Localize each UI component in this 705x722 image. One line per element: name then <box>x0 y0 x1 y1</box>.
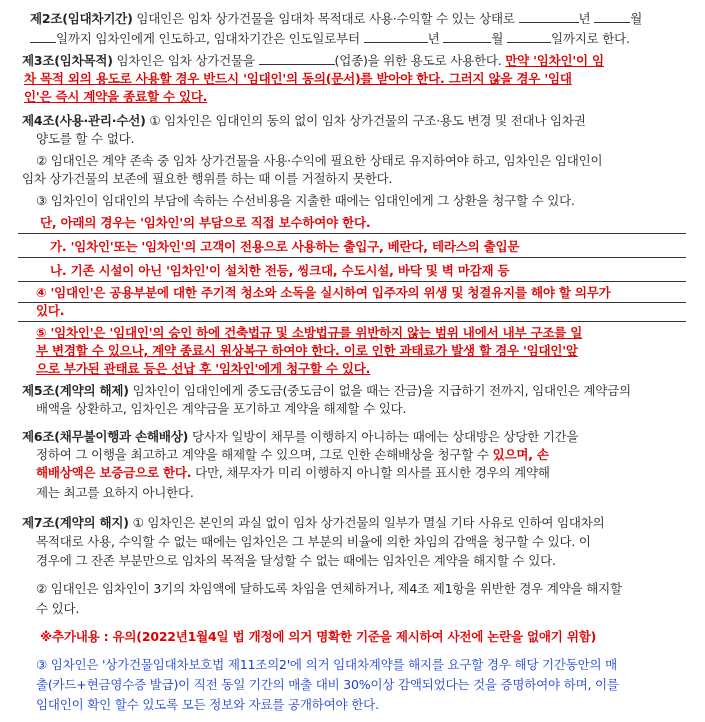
blank-end-day[interactable] <box>507 30 551 43</box>
article-5-line-1: 제5조(계약의 해제) 임차인이 임대인에게 중도금(중도금이 없을 때는 잔금)을 지급하기 전까지, 임대인은 계약금의 <box>22 383 631 398</box>
article-4-p2-line-2: 임차 상가건물의 보존에 필요한 행위를 하는 때 이를 거절하지 못한다. <box>22 171 393 186</box>
divider <box>18 233 686 234</box>
blank-day[interactable] <box>30 30 56 43</box>
article-6-title: 제6조(채무불이행과 손해배상) <box>22 429 189 444</box>
article-4-p3-item-na: 나. 기존 시설이 아닌 '임차인'이 설치한 전등, 씽크대, 수도시설, 바닥 및 벽 마감재 등 <box>50 263 510 278</box>
article-7-title: 제7조(계약의 해지) <box>22 515 129 530</box>
article-4-line-1: 제4조(사용·관리·수선) ① 임차인은 임대인의 동의 없이 임차 상가건물의 구조·용도 변경 및 전대나 임차권 <box>22 113 586 128</box>
article-7-p2-line-2: 수 있다. <box>36 601 80 616</box>
article-7-line-1: 제7조(계약의 해지) ① 임차인은 본인의 과실 없이 임차 상가건물의 일부가 멸실 기타 사유로 인하여 임대차의 <box>22 515 605 530</box>
article-7-p1-line-2: 목적대로 사용, 수익할 수 없는 때에는 임차인은 그 부분의 비율에 의한 차임의 감액을 청구할 수 있다. 이 <box>36 534 591 549</box>
article-2-title: 제2조(임대차기간) <box>30 11 133 26</box>
article-3-title: 제3조(임차목적) <box>22 53 113 68</box>
article-4-title: 제4조(사용·관리·수선) <box>22 113 146 128</box>
blank-business-type[interactable] <box>259 52 335 65</box>
article-7-p3-line-2: 출(카드+현금영수증 발급)이 직전 동일 기간의 매출 대비 30%이상 감액되었다는 것을 증명하여야 하며, 이를 <box>36 677 619 692</box>
article-7-p3-line-3: 임대인이 확인 할수 있도록 모든 정보와 자료를 공개하여야 한다. <box>36 697 379 712</box>
divider <box>18 321 686 322</box>
article-5-title: 제5조(계약의 해제) <box>22 383 129 398</box>
article-7-p1-line-3: 경우에 그 잔존 부분만으로 임차의 목적을 달성할 수 없는 때에는 임차인은 계약을 해지할 수 있다. <box>36 553 556 568</box>
article-4-p2-line-1: ② 임대인은 계약 존속 중 임차 상가건물을 사용·수익에 필요한 상태로 유지하여야 하고, 임차인은 임대인이 <box>36 153 603 168</box>
article-3-line-1: 제3조(임차목적) 임차인은 임차 상가건물을 (업종)을 위한 용도로 사용한다. 만약 '임차인'이 임 <box>22 53 604 68</box>
article-3-line-2: 차 목적 외의 용도로 사용할 경우 반드시 '임대인'의 동의(문서)를 받아야 한다. 그러지 않을 경우 '임대 <box>24 71 572 86</box>
article-3-line-3: 인'은 즉시 계약을 종료할 수 있다. <box>24 89 208 104</box>
article-6-line-3: 해배상액은 보증금으로 한다. 다만, 채무자가 미리 이행하지 아니할 의사를 표시한 경우의 계약해 <box>36 465 550 480</box>
blank-end-year[interactable] <box>364 30 428 43</box>
article-5-line-2: 배액을 상환하고, 임차인은 계약금을 포기하고 계약을 해제할 수 있다. <box>36 401 407 416</box>
article-4-p4-line-1: ④ '임대인'은 공용부분에 대한 주기적 청소와 소독을 실시하여 입주자의 위생 및 청결유지를 해야 할 의무가 <box>36 285 611 300</box>
divider <box>18 281 686 282</box>
article-4-p3-item-ga: 가. '임차인'또는 '임차인'의 고객이 전용으로 사용하는 출입구, 베란다, 테라스의 출입문 <box>50 239 520 254</box>
article-4-p1-line-2: 양도를 할 수 없다. <box>36 131 135 146</box>
article-6-line-4: 제는 최고를 요하지 아니한다. <box>36 485 194 500</box>
article-4-p4-line-2: 있다. <box>36 303 65 318</box>
article-7-p3-line-1: ③ 임차인은 '상가건물임대차보호법 제11조의2'에 의거 임대차계약를 해지를 요구할 경우 해당 기간동안의 매 <box>36 657 617 672</box>
blank-month[interactable] <box>594 10 630 23</box>
additional-note: ※추가내용 : 유의(2022년1월4일 법 개정에 의거 명확한 기준을 제시하여 사전에 논란을 없애기 위함) <box>40 629 597 644</box>
article-4-p5-line-1: ⑤ '임차인'은 '임대인'의 승인 하에 건축법규 및 소방법규를 위반하지 않는 범위 내에서 내부 구조를 일 <box>36 325 583 340</box>
article-4-p5-line-2: 부 변경할 수 있으나, 계약 종료시 원상복구 하여야 한다. 이로 인한 과태료가 발생 할 경우 '임대인'앞 <box>36 343 578 358</box>
article-2-line-1: 제2조(임대차기간) 임대인은 임차 상가건물을 임대차 목적대로 사용·수익할 수 있는 상태로 년 월 <box>30 11 643 26</box>
article-2-line-2: 일까지 임차인에게 인도하고, 임대차기간은 인도일로부터 년 월 일까지로 한다. <box>30 30 630 48</box>
blank-year[interactable] <box>519 10 579 23</box>
article-6-line-2: 정하여 그 이행을 최고하고 계약을 해제할 수 있으며, 그로 인한 손해배상을 청구할 수 있으며, 손 <box>36 447 549 462</box>
article-4-p3-exception: 단, 아래의 경우는 '임차인'의 부담으로 직접 보수하여야 한다. <box>40 215 371 230</box>
article-7-p2-line-1: ② 임대인은 임차인이 3기의 차임액에 달하도록 차임을 연체하거나, 제4조 제1항을 위반한 경우 계약을 해지할 <box>36 581 622 596</box>
blank-end-month[interactable] <box>443 30 491 43</box>
divider <box>18 302 686 303</box>
article-6-line-1: 제6조(채무불이행과 손해배상) 당사자 일방이 채무를 이행하지 아니하는 때에는 상대방은 상당한 기간을 <box>22 429 579 444</box>
article-4-p5-line-3: 으로 부가된 관태료 등은 선납 후 '임차인'에게 청구할 수 있다. <box>36 361 371 376</box>
article-4-p3: ③ 임차인이 임대인의 부담에 속하는 수선비용을 지출한 때에는 임대인에게 그 상환을 청구할 수 있다. <box>36 193 575 208</box>
divider <box>18 257 686 258</box>
